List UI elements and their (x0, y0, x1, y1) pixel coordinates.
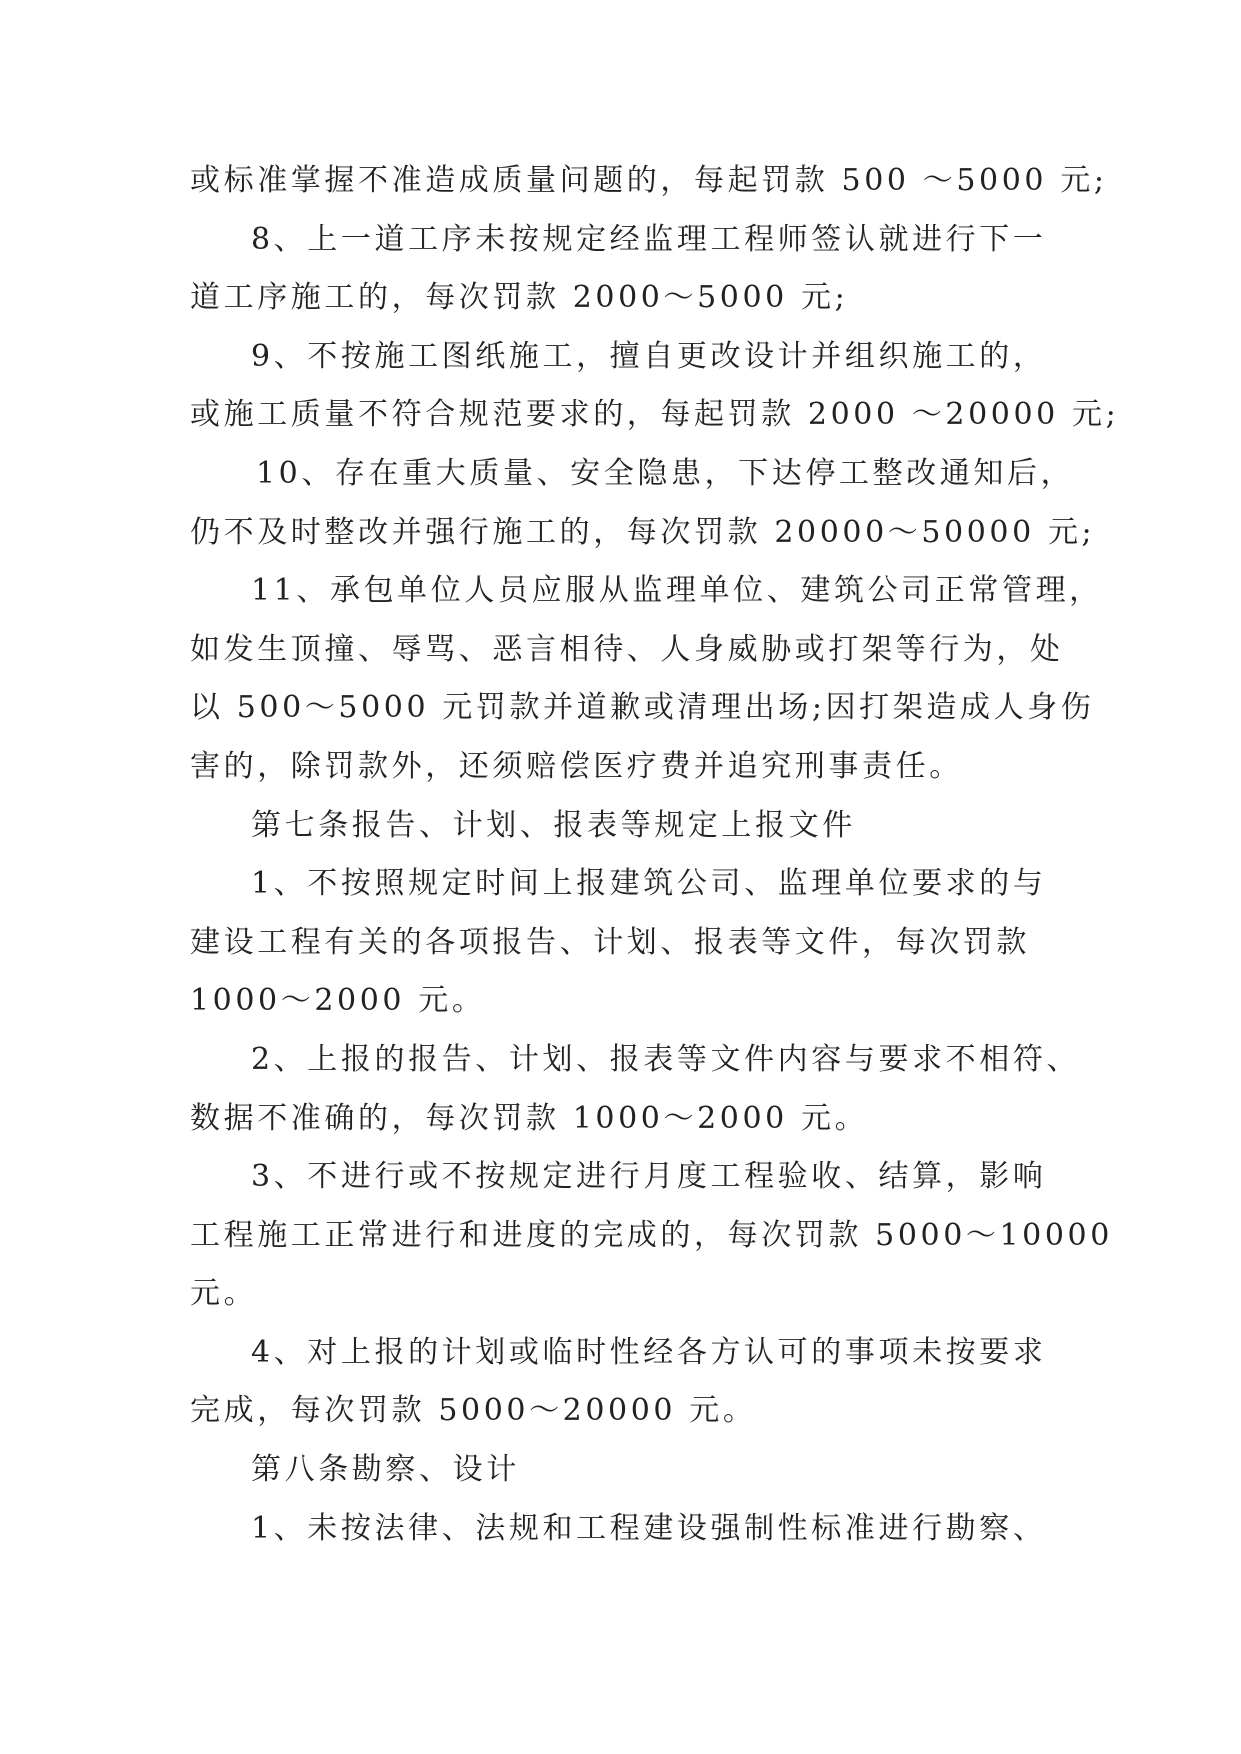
text-line: 以 500～5000 元罚款并道歉或清理出场;因打架造成人身伤 (190, 690, 1095, 726)
section-heading: 第七条报告、计划、报表等规定上报文件 (251, 807, 856, 843)
text-line: 8、上一道工序未按规定经监理工程师签认就进行下一 (251, 221, 1047, 257)
text-line: 4、对上报的计划或临时性经各方认可的事项未按要求 (251, 1334, 1047, 1370)
text-line: 如发生顶撞、辱骂、恶言相待、人身威胁或打架等行为，处 (190, 631, 1064, 667)
text-line: 3、不进行或不按规定进行月度工程验收、结算，影响 (251, 1159, 1047, 1195)
text-line: 1、不按照规定时间上报建筑公司、监理单位要求的与 (251, 866, 1047, 902)
section-heading: 第八条勘察、设计 (251, 1452, 520, 1488)
text-line: 道工序施工的，每次罚款 2000～5000 元; (190, 280, 849, 316)
text-line: 2、上报的报告、计划、报表等文件内容与要求不相符、 (251, 1041, 1081, 1077)
text-line: 建设工程有关的各项报告、计划、报表等文件，每次罚款 (190, 924, 1030, 960)
text-line: 11、承包单位人员应服从监理单位、建筑公司正常管理， (251, 573, 1103, 609)
text-line: 工程施工正常进行和进度的完成的，每次罚款 5000～10000 (190, 1217, 1113, 1253)
text-line: 1000～2000 元。 (190, 983, 486, 1019)
text-line: 1、未按法律、法规和工程建设强制性标准进行勘察、 (251, 1510, 1047, 1546)
text-line: 害的，除罚款外，还须赔偿医疗费并追究刑事责任。 (190, 748, 963, 784)
text-line: 完成，每次罚款 5000～20000 元。 (190, 1393, 757, 1429)
document-body (190, 152, 1120, 1558)
text-line: 仍不及时整改并强行施工的，每次罚款 20000～50000 元; (190, 514, 1096, 550)
text-line: 元。 (190, 1276, 258, 1312)
text-line: 或施工质量不符合规范要求的，每起罚款 2000 ～20000 元; (190, 397, 1120, 433)
text-line: 10、存在重大质量、安全隐患，下达停工整改通知后， (256, 455, 1075, 491)
text-line: 或标准掌握不准造成质量问题的，每起罚款 500 ～5000 元; (190, 163, 1108, 198)
text-line: 数据不准确的，每次罚款 1000～2000 元。 (190, 1100, 869, 1136)
text-line: 9、不按施工图纸施工，擅自更改设计并组织施工的， (251, 338, 1047, 374)
